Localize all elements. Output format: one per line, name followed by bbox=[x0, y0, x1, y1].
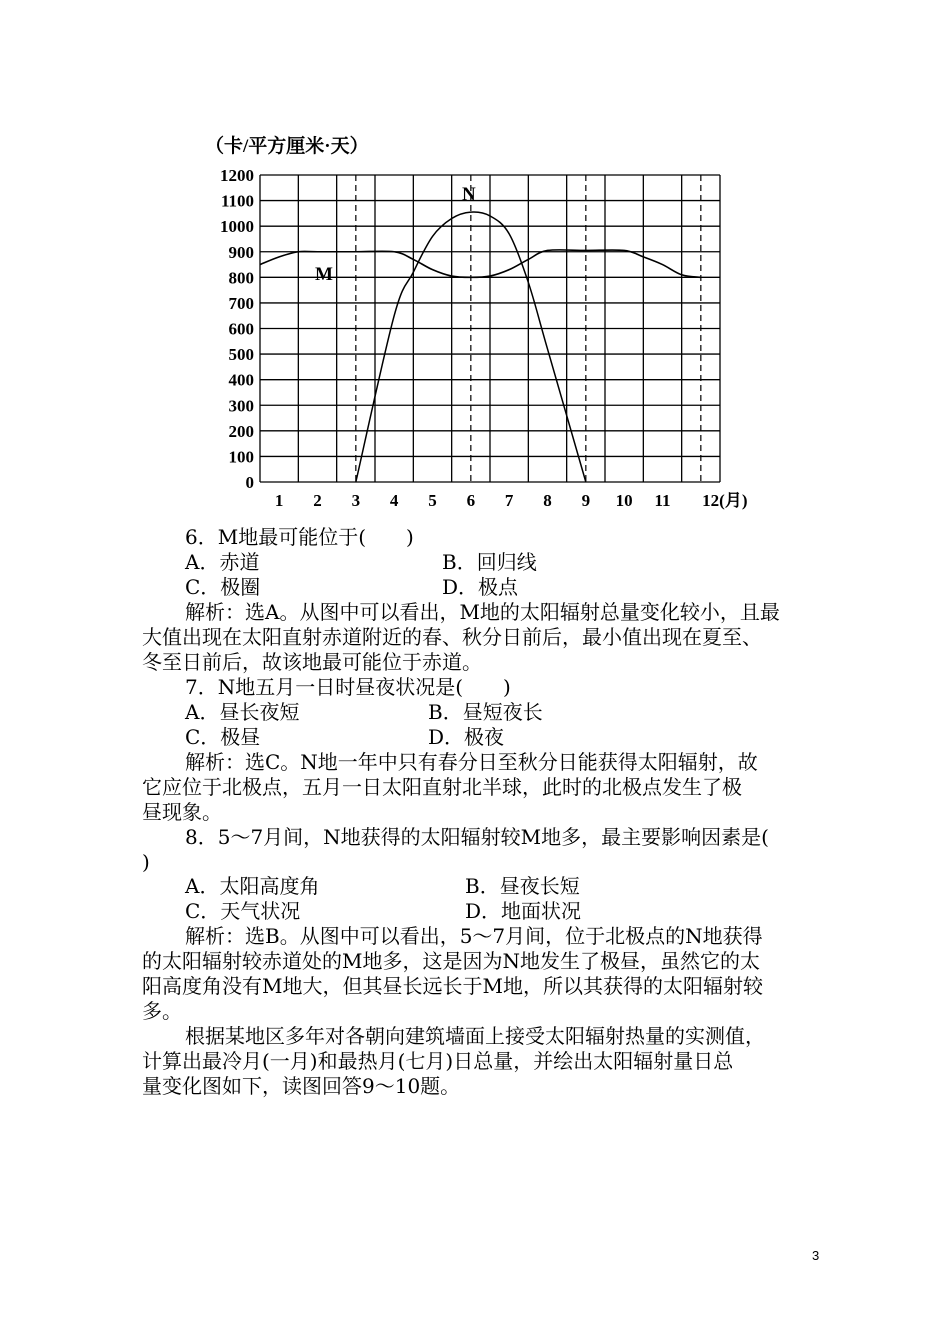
x-axis-ticks bbox=[275, 491, 748, 510]
q6-option-b: B．回归线 bbox=[442, 550, 537, 574]
q7-option-d: D．极夜 bbox=[428, 725, 505, 749]
y-axis-ticks bbox=[220, 166, 254, 492]
y-tick-label: 900 bbox=[228, 242, 254, 262]
q7-option-b: B．昼短夜长 bbox=[428, 700, 543, 724]
x-tick-label: 2 bbox=[313, 491, 322, 510]
x-tick-label: 10 bbox=[615, 491, 633, 510]
q7-analysis-line-2: 它应位于北极点，五月一日太阳直射北半球，此时的北极点发生了极 bbox=[142, 775, 742, 799]
q7-option-c: C．极昼 bbox=[185, 725, 261, 749]
y-tick-label: 100 bbox=[228, 447, 254, 467]
q8-option-b: B．昼夜长短 bbox=[465, 874, 580, 898]
y-tick-label: 1200 bbox=[220, 166, 254, 185]
chart-series bbox=[260, 212, 701, 482]
y-tick-label: 400 bbox=[228, 370, 254, 390]
y-tick-label: 200 bbox=[228, 421, 254, 441]
q8-option-a: A．太阳高度角 bbox=[185, 874, 320, 898]
y-tick-label: 1000 bbox=[220, 217, 254, 237]
q6-stem: 6．M地最可能位于( ) bbox=[185, 525, 414, 549]
x-tick-label: 12(月) bbox=[702, 491, 748, 510]
q7-analysis-line-3: 昼现象。 bbox=[142, 800, 222, 824]
x-tick-label: 5 bbox=[428, 491, 437, 510]
q6-option-a: A．赤道 bbox=[185, 550, 260, 574]
q8-analysis-line-3: 阳高度角没有M地大，但其昼长远长于M地，所以其获得的太阳辐射较 bbox=[142, 974, 763, 998]
q8-stem-line-2: ) bbox=[142, 850, 150, 874]
chart-unit-label: （卡/平方厘米·天） bbox=[205, 136, 369, 157]
x-tick-label: 4 bbox=[389, 491, 399, 510]
x-tick-label: 9 bbox=[581, 491, 591, 510]
page-number: 3 bbox=[812, 1248, 820, 1263]
x-tick-label: 3 bbox=[351, 491, 361, 510]
radiation-chart bbox=[195, 125, 795, 520]
series-label-m: M bbox=[315, 264, 333, 285]
q6-analysis-line-1: 解析：选A。从图中可以看出，M地的太阳辐射总量变化较小，且最 bbox=[185, 600, 780, 624]
q8-analysis-line-2: 的太阳辐射较赤道处的M地多，这是因为N地发生了极昼，虽然它的太 bbox=[142, 949, 760, 973]
intro-line-3: 量变化图如下，读图回答9～10题。 bbox=[142, 1074, 461, 1098]
y-tick-label: 1100 bbox=[220, 191, 254, 211]
x-tick-label: 6 bbox=[466, 491, 476, 510]
intro-line-2: 计算出最冷月(一月)和最热月(七月)日总量，并绘出太阳辐射量日总 bbox=[142, 1049, 734, 1073]
q8-option-c: C．天气状况 bbox=[185, 899, 301, 923]
q6-analysis-line-3: 冬至日前后，故该地最可能位于赤道。 bbox=[142, 650, 482, 674]
q8-stem-line-1: 8．5～7月间，N地获得的太阳辐射较M地多，最主要影响因素是( bbox=[185, 825, 769, 849]
q8-analysis-line-1: 解析：选B。从图中可以看出，5～7月间，位于北极点的N地获得 bbox=[185, 924, 763, 948]
series-label-n: N bbox=[462, 184, 476, 205]
y-tick-label: 700 bbox=[228, 293, 254, 313]
q7-option-a: A．昼长夜短 bbox=[185, 700, 300, 724]
chart-grid bbox=[260, 175, 720, 482]
intro-line-1: 根据某地区多年对各朝向建筑墙面上接受太阳辐射热量的实测值， bbox=[185, 1024, 765, 1048]
q8-analysis-line-4: 多。 bbox=[142, 999, 182, 1023]
q6-option-d: D．极点 bbox=[442, 575, 519, 599]
q6-analysis-line-2: 大值出现在太阳直射赤道附近的春、秋分日前后，最小值出现在夏至、 bbox=[142, 625, 762, 649]
q7-analysis-line-1: 解析：选C。N地一年中只有春分日至秋分日能获得太阳辐射，故 bbox=[185, 750, 758, 774]
x-tick-label: 8 bbox=[543, 491, 552, 510]
y-tick-label: 500 bbox=[228, 345, 254, 365]
y-tick-label: 300 bbox=[228, 396, 254, 416]
y-tick-label: 0 bbox=[245, 473, 254, 492]
q6-option-c: C．极圈 bbox=[185, 575, 261, 599]
x-tick-label: 1 bbox=[274, 491, 284, 510]
q7-stem: 7．N地五月一日时昼夜状况是( ) bbox=[185, 675, 511, 699]
y-tick-label: 600 bbox=[228, 319, 254, 339]
x-tick-label: 11 bbox=[654, 491, 671, 510]
x-tick-label: 7 bbox=[504, 491, 514, 510]
y-tick-label: 800 bbox=[228, 268, 254, 288]
q8-option-d: D．地面状况 bbox=[465, 899, 582, 923]
